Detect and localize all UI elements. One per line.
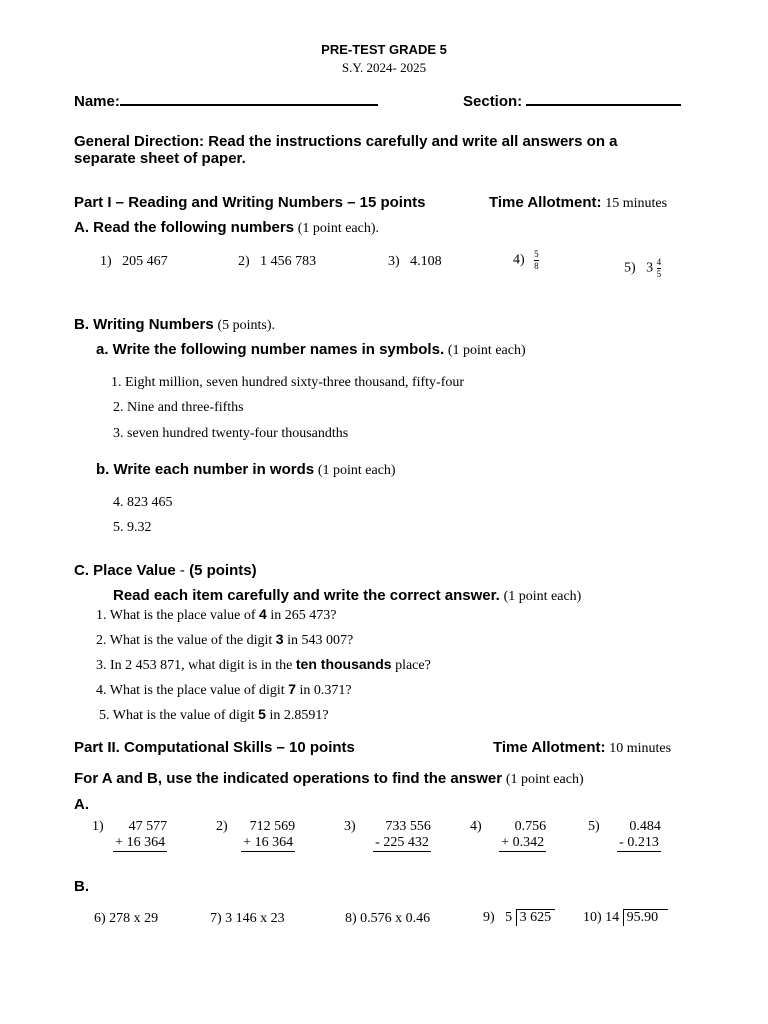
fraction-5-8: $\frac{5}{8}$ [534,249,539,271]
part1-b-a-heading: a. Write the following number names in symbols. (1 point each) [96,341,526,358]
part1-a-heading [74,219,379,237]
school-year: S.Y. 2024- 2025 [341,60,427,75]
section-blank[interactable] [526,90,681,106]
multiply-item-7: 7) 3 146 x 23 [210,911,285,926]
part2-instruction: For A and B, use the indicated operations to find the answer (1 point each) [74,770,584,787]
time-value: 15 minutes [605,196,668,211]
part2-a-label: A. [74,796,89,813]
section-label: Section: [463,93,523,110]
page-title: PRE-TEST GRADE 5 [321,42,447,57]
general-direction-line1: General Direction: Read the instructions carefully and write all answers on a [74,133,618,150]
multiply-item-8: 8) 0.576 x 0.46 [345,911,431,926]
part1-time-allotment [489,194,667,212]
words-item-4: 4. 823 465 [113,495,173,510]
name-blank[interactable] [120,90,378,106]
place-value-item-5: 5. What is the value of digit 5 in 2.8591? [99,706,329,723]
part2-time-allotment: Time Allotment: 10 minutes [493,739,672,756]
add-item-2: 2) 712 569 + 16 364 [216,819,296,850]
long-division-bracket: 3 625 [516,909,556,926]
mixed-fraction-3-4-5: $\frac{4}{5}$ [656,257,662,279]
number-name-item-2: 2. Nine and three-fifths [113,400,244,415]
place-value-item-3: 3. In 2 453 871, what digit is in the ten thousands place? [96,656,431,673]
words-item-5: 5. 9.32 [113,520,152,535]
subtract-item-3: 3) 733 556 - 225 432 [344,819,431,850]
read-item-5: 5) 3 $\frac{4}{5}$ [624,257,662,279]
part1-c-instruction: Read each item carefully and write the correct answer. (1 point each) [113,587,582,604]
part1-b-note: (5 points). [217,318,276,333]
read-item-3: 3) 4.108 [388,254,442,269]
number-name-item-1: 1. Eight million, seven hundred sixty-three thousand, fifty-four [111,375,465,390]
subtract-item-5: 5) 0.484 - 0.213 [588,819,661,850]
name-field[interactable] [74,90,378,110]
part1-b-title: B. Writing Numbers [74,316,214,333]
part1-b-b-heading: b. Write each number in words (1 point each) [96,461,396,478]
part2-title: Part II. Computational Skills – 10 points [74,739,355,756]
place-value-item-1: 1. What is the place value of 4 in 265 473? [96,606,337,623]
part1-b-heading [74,316,275,334]
read-item-2: 2) 1 456 783 [238,254,317,269]
general-direction-line2: separate sheet of paper. [74,150,246,167]
part2-b-label: B. [74,878,89,895]
part1-c-heading: C. Place Value - (5 points) [74,562,257,579]
add-item-4: 4) 0.756 + 0.342 [470,819,547,850]
read-item-4: 4) $\frac{5}{8}$ [513,249,539,271]
multiply-item-6: 6) 278 x 29 [94,911,159,926]
place-value-item-2: 2. What is the value of the digit 3 in 543 007? [96,631,354,648]
read-item-1: 1) 205 467 [100,254,168,269]
time-label: Time Allotment: [489,194,602,211]
name-label: Name: [74,93,120,110]
part1-title: Part I – Reading and Writing Numbers – 15 points [74,194,426,211]
place-value-item-4: 4. What is the place value of digit 7 in 0.371? [96,681,352,698]
part1-a-note: (1 point each). [297,221,380,236]
add-item-1: 1) 47 577 + 16 364 [92,819,168,850]
part1-a-title: A. Read the following numbers [74,219,295,236]
divide-item-9: 9) 5 3 625 [483,909,555,926]
divide-item-10: 10) 14 95.90 [583,909,668,926]
section-field[interactable] [463,90,681,110]
number-name-item-3: 3. seven hundred twenty-four thousandths [113,426,349,441]
long-division-bracket: 95.90 [623,909,669,926]
